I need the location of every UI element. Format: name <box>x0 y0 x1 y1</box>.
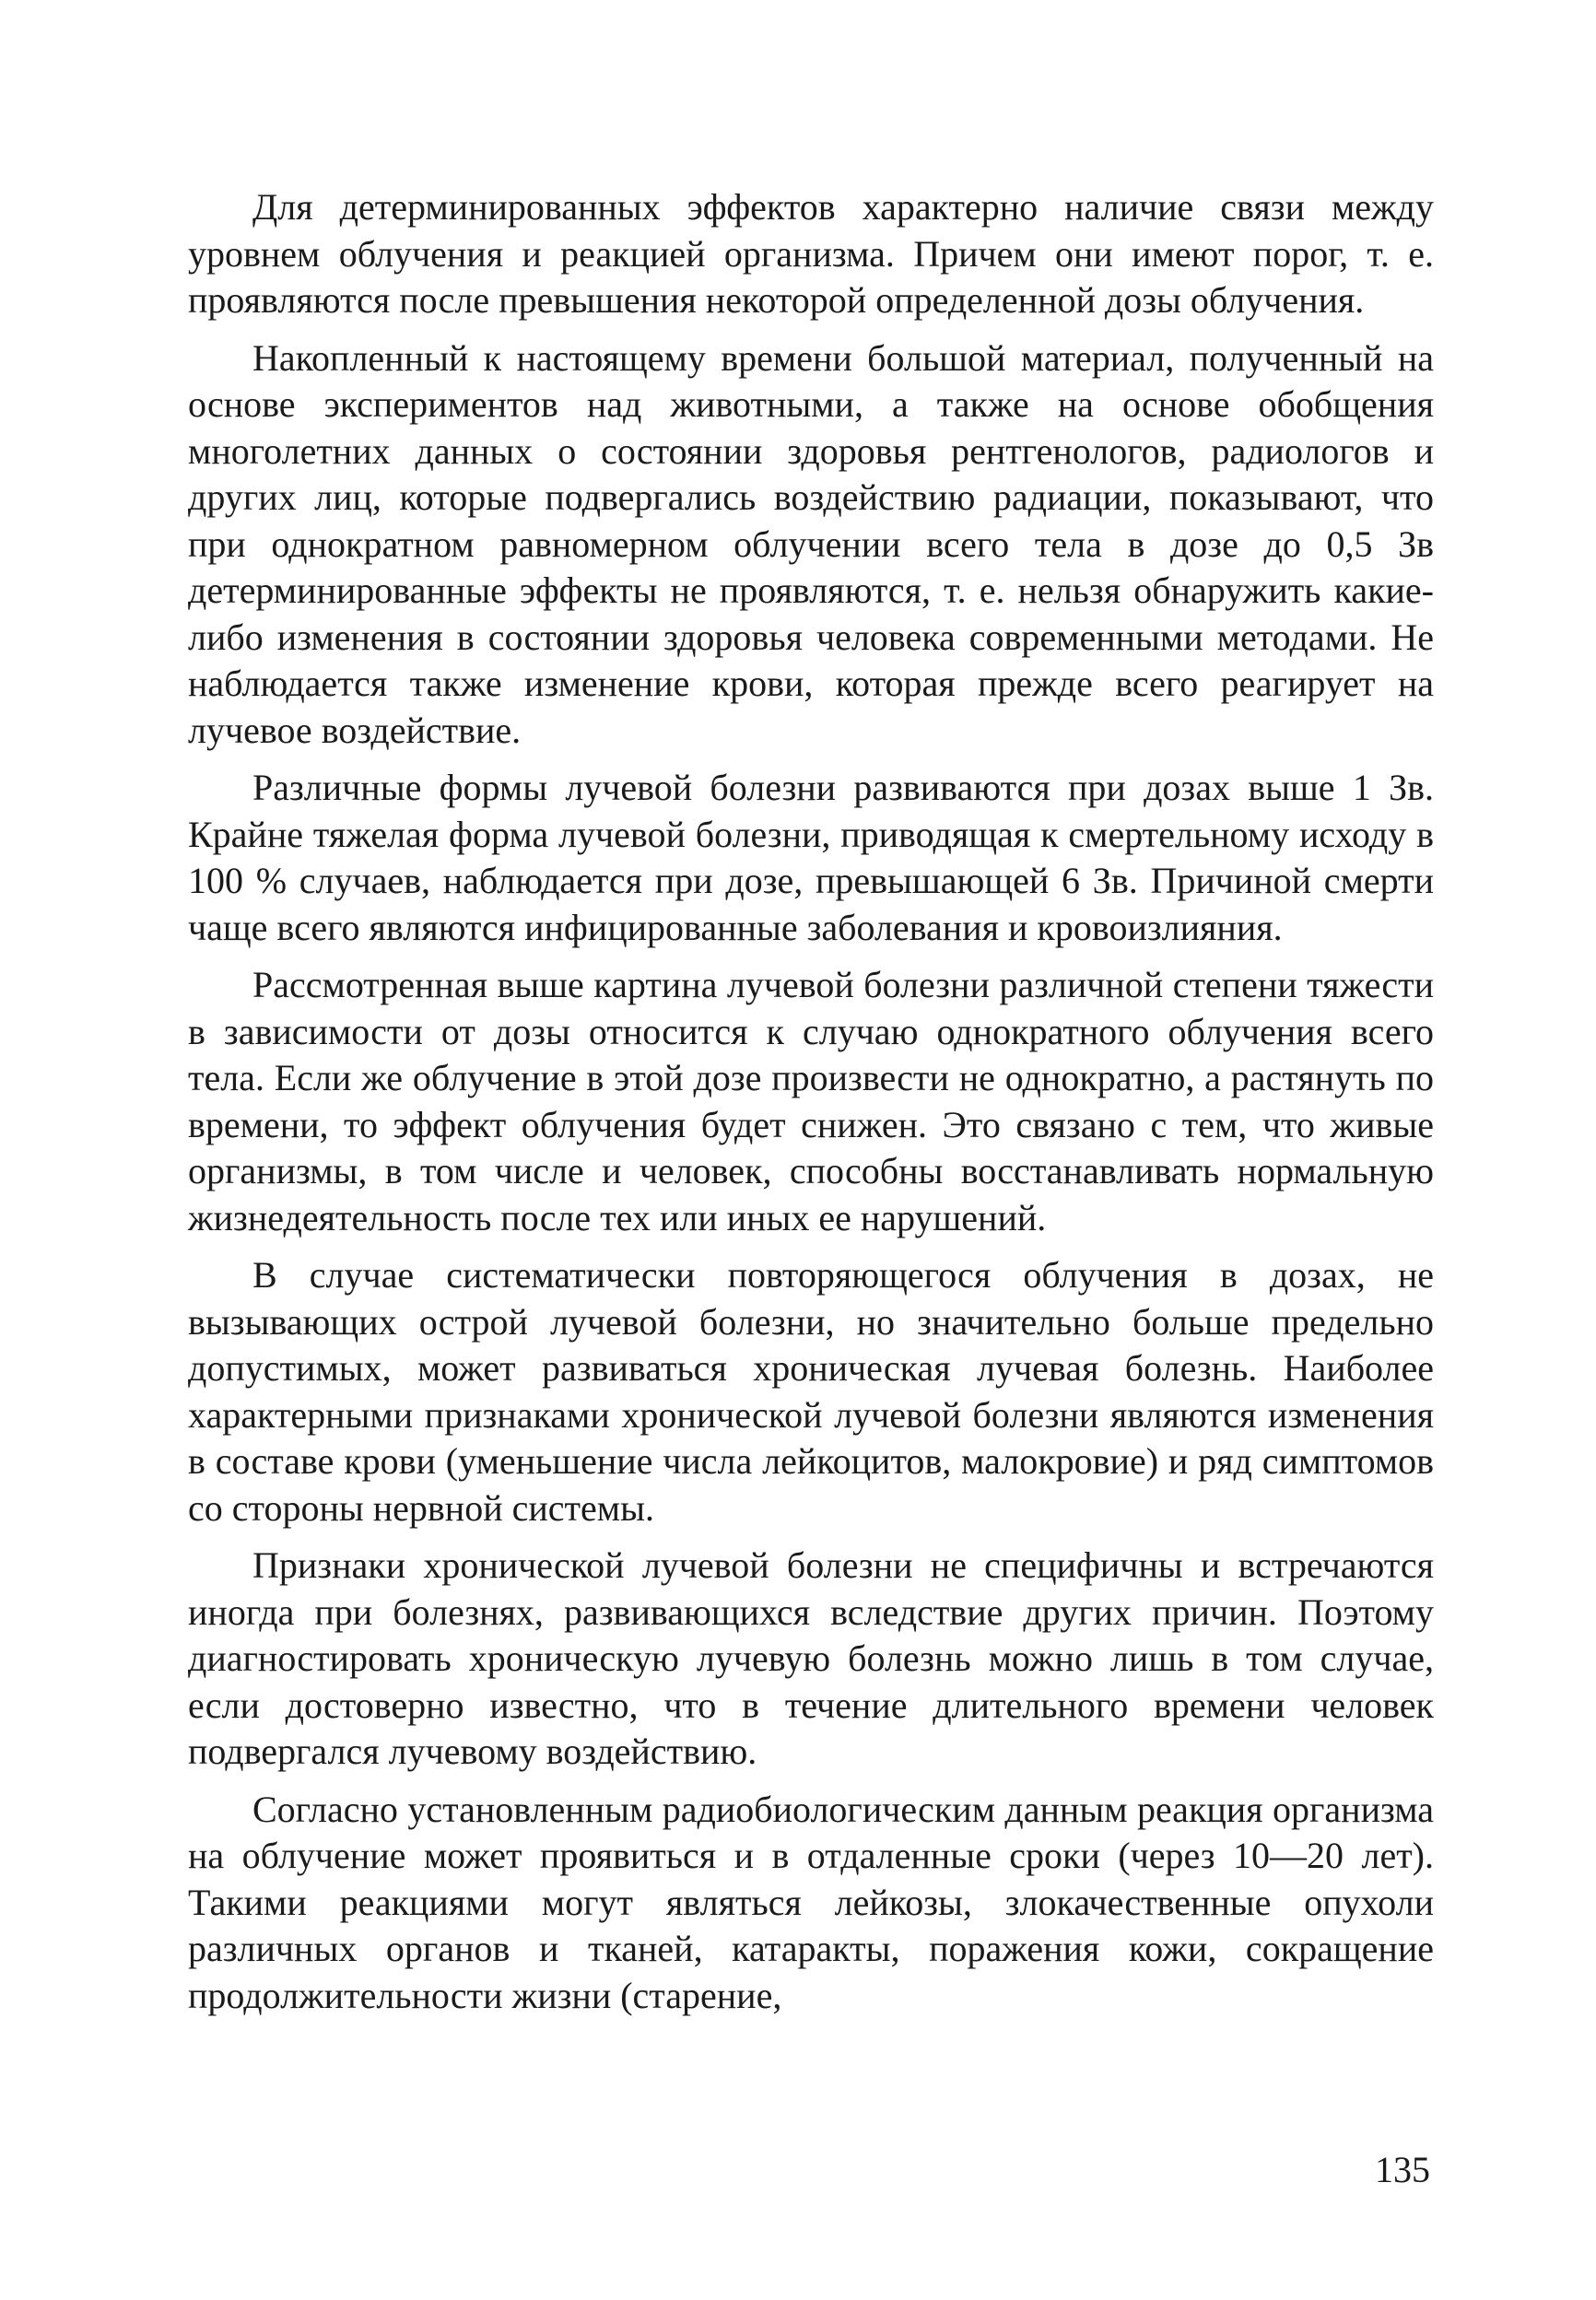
paragraph-2: Накопленный к настоящему времени большой материал, полученный на основе экспериментов над животными, а также на основе обобщения многолетних данных о состоянии здоровья рентгенологов, радиологов и других лиц, которые подвергались воздействию радиации, показывают, что при однократном равномерном облучении всего тела в дозе до 0,5 Зв детерминированные эффекты не проявляются, т. е. нельзя обнаружить какие-либо изменения в состоянии здоровья человека современными методами. Не наблюдается также изменение крови, которая прежде всего реагирует на лучевое воздействие. <box>188 336 1434 751</box>
paragraph-4: Рассмотренная выше картина лучевой болезни различной степени тяжести в зависимости от дозы относится к случаю однократного облучения всего тела. Если же облучение в этой дозе произвести не однократно, а растянуть по времени, то эффект облучения будет снижен. Это связано с тем, что живые организмы, в том числе и человек, способны восстанавливать нормальную жизнедеятельность после тех или иных ее нарушений. <box>188 964 1434 1238</box>
paragraph-5: В случае систематически повторяющегося облучения в дозах, не вызывающих острой лучевой болезни, но значительно больше предельно допустимых, может развиваться хроническая лучевая болезнь. Наиболее характерными признаками хронической лучевой болезни являются изменения в составе крови (уменьшение числа лейкоцитов, малокровие) и ряд симптомов со стороны нервной системы. <box>188 1254 1434 1529</box>
paragraph-3: Различные формы лучевой болезни развиваются при дозах выше 1 Зв. Крайне тяжелая форма лучевой болезни, приводящая к смертельному исходу в 100 % случаев, наблюдается при дозе, превышающей 6 Зв. Причиной смерти чаще всего являются инфицированные заболевания и кровоизлияния. <box>188 767 1434 948</box>
paragraph-7: Согласно установленным радиобиологическим данным реакция организма на облучение может проявиться и в отдаленные сроки (через 10—20 лет). Такими реакциями могут являться лейкозы, злокачественные опухоли различных органов и тканей, катаракты, поражения кожи, сокращение продолжительности жизни (старение, <box>188 1788 1434 2016</box>
paragraph-6: Признаки хронической лучевой болезни не специфичны и встречаются иногда при болезнях, развивающихся вследствие других причин. Поэтому диагностировать хроническую лучевую болезнь можно лишь в том случае, если достоверно известно, что в течение длительного времени человек подвергался лучевому воздействию. <box>188 1544 1434 1772</box>
paragraph-1: Для детерминированных эффектов характерно наличие связи между уровнем облучения и реакцией организма. Причем они имеют порог, т. е. проявляются после превышения некоторой определенной дозы облучения. <box>188 186 1434 321</box>
body-text <box>188 184 1434 2030</box>
page-number: 135 <box>1375 2149 1430 2190</box>
